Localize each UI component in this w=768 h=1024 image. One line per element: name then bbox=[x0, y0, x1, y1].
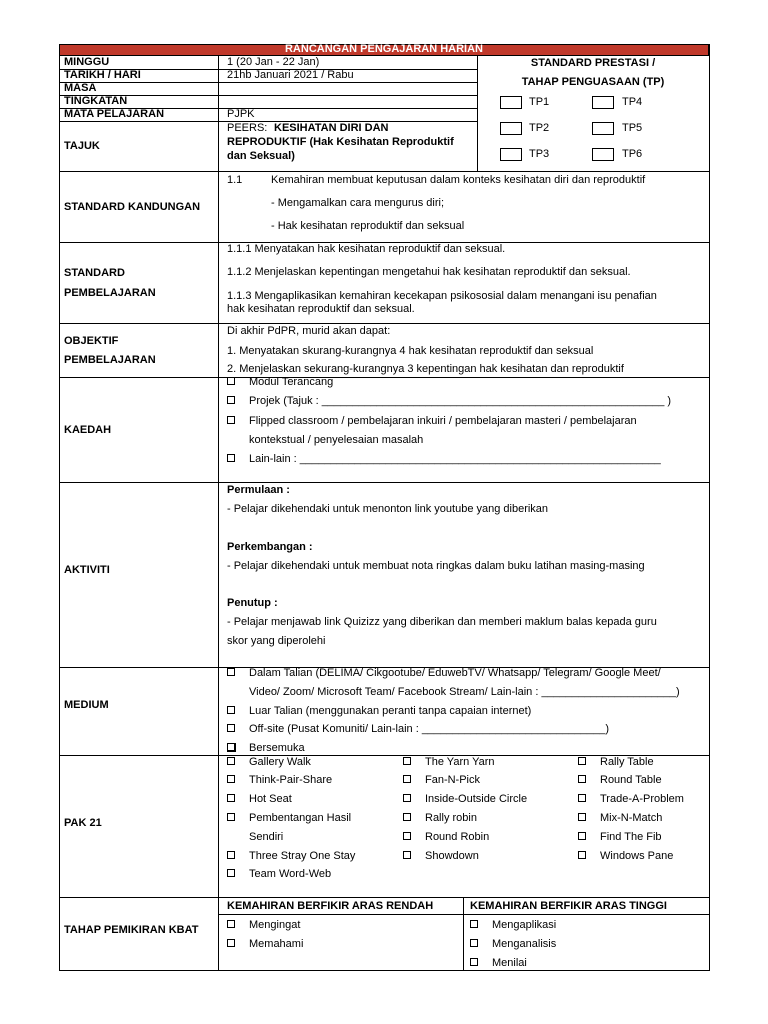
pak21-c3-2[interactable]: Round Table bbox=[578, 774, 662, 787]
checkbox-icon[interactable] bbox=[227, 939, 235, 947]
checkbox-icon[interactable] bbox=[403, 813, 411, 821]
permulaan-heading: Permulaan : bbox=[227, 484, 290, 496]
medium-item-2[interactable]: Luar Talian (menggunakan peranti tanpa capaian internet) bbox=[227, 705, 531, 718]
table-border-bottom bbox=[59, 970, 710, 971]
checkbox-icon[interactable] bbox=[403, 794, 411, 802]
checkbox-icon[interactable] bbox=[227, 813, 235, 821]
kbat-rendah-heading: KEMAHIRAN BERFIKIR ARAS RENDAH bbox=[227, 900, 434, 912]
checkbox-icon[interactable] bbox=[470, 958, 478, 966]
penutup-text-2: skor yang diperolehi bbox=[227, 635, 326, 647]
checkbox-icon[interactable] bbox=[227, 706, 235, 714]
permulaan-text: - Pelajar dikehendaki untuk menonton link youtube yang diberikan bbox=[227, 503, 549, 515]
kbat-tinggi-2[interactable]: Menganalisis bbox=[470, 938, 556, 951]
checkbox-icon[interactable] bbox=[403, 757, 411, 765]
masa-label: MASA bbox=[64, 82, 97, 94]
penutup-heading: Penutup : bbox=[227, 597, 278, 609]
kaedah-item-3-cont: kontekstual / penyelesaian masalah bbox=[249, 434, 424, 446]
pak21-c2-5[interactable]: Round Robin bbox=[403, 831, 489, 844]
table-border-right bbox=[709, 44, 710, 970]
tarikh-value: 21hb Januari 2021 / Rabu bbox=[227, 69, 354, 81]
objektif-item-2: 2. Menjelaskan sekurang-kurangnya 3 kepentingan hak kesihatan dan reproduktif bbox=[227, 363, 624, 375]
mata-pelajaran-value: PJPK bbox=[227, 108, 255, 120]
kbat-rendah-1[interactable]: Mengingat bbox=[227, 919, 300, 932]
checkbox-icon[interactable] bbox=[470, 920, 478, 928]
kbat-tinggi-heading: KEMAHIRAN BERFIKIR ARAS TINGGI bbox=[470, 900, 667, 912]
objektif-label-1: OBJEKTIF bbox=[64, 335, 119, 347]
checkbox-icon[interactable] bbox=[578, 775, 586, 783]
checkbox-icon[interactable] bbox=[227, 920, 235, 928]
pak21-c1-5[interactable]: Three Stray One Stay bbox=[227, 850, 355, 863]
tajuk-line-1: KESIHATAN DIRI DAN bbox=[274, 122, 389, 134]
aktiviti-label: AKTIVITI bbox=[64, 564, 110, 576]
pak21-c1-4[interactable]: Pembentangan Hasil bbox=[227, 812, 351, 825]
tp3-label: TP3 bbox=[529, 148, 550, 160]
prestasi-title-2: TAHAP PENGUASAAN (TP) bbox=[521, 76, 665, 88]
pak21-c2-6[interactable]: Showdown bbox=[403, 850, 479, 863]
tajuk-prefix: PEERS: bbox=[227, 122, 268, 134]
checkbox-icon[interactable] bbox=[227, 743, 236, 752]
checkbox-icon[interactable] bbox=[227, 396, 235, 404]
kaedah-item-4[interactable]: Lain-lain : ___________________________________________________________ bbox=[227, 453, 661, 466]
tp1-checkbox[interactable] bbox=[500, 96, 522, 109]
checkbox-icon[interactable] bbox=[578, 794, 586, 802]
pak21-c2-1[interactable]: The Yarn Yarn bbox=[403, 756, 495, 769]
sk-sub-1: - Mengamalkan cara mengurus diri; bbox=[271, 197, 445, 209]
sp-item-3: 1.1.3 Mengaplikasikan kemahiran kecekapan psikososial dalam menangani isu penafian bbox=[227, 290, 657, 302]
prestasi-title-1: STANDARD PRESTASI / bbox=[530, 57, 656, 69]
sp-item-2: 1.1.2 Menjelaskan kepentingan mengetahui hak kesihatan reproduktif dan seksual. bbox=[227, 266, 631, 278]
medium-item-4[interactable]: Bersemuka bbox=[227, 742, 305, 755]
sp-label-1: STANDARD bbox=[64, 267, 125, 279]
medium-item-3[interactable]: Off-site (Pusat Komuniti/ Lain-lain : ______________________________) bbox=[227, 723, 609, 736]
tp5-checkbox[interactable] bbox=[592, 122, 614, 135]
checkbox-icon[interactable] bbox=[227, 794, 235, 802]
sp-item-3-cont: hak kesihatan reproduktif dan seksual. bbox=[227, 303, 415, 315]
kaedah-item-3[interactable]: Flipped classroom / pembelajaran inkuiri / pembelajaran masteri / pembelajaran bbox=[227, 415, 637, 428]
checkbox-icon[interactable] bbox=[227, 416, 235, 424]
tp1-label: TP1 bbox=[529, 96, 550, 108]
checkbox-icon[interactable] bbox=[227, 869, 235, 877]
table-border-left bbox=[59, 44, 60, 970]
tp2-label: TP2 bbox=[529, 122, 550, 134]
pak21-c3-1[interactable]: Rally Table bbox=[578, 756, 654, 769]
checkbox-icon[interactable] bbox=[578, 813, 586, 821]
tajuk-label: TAJUK bbox=[64, 140, 100, 152]
medium-item-1-cont: Video/ Zoom/ Microsoft Team/ Facebook Stream/ Lain-lain : ______________________) bbox=[249, 686, 680, 698]
objektif-item-1: 1. Menyatakan skurang-kurangnya 4 hak kesihatan reproduktif dan seksual bbox=[227, 345, 594, 357]
checkbox-icon[interactable] bbox=[403, 851, 411, 859]
checkbox-icon[interactable] bbox=[227, 724, 235, 732]
sp-label-2: PEMBELAJARAN bbox=[64, 287, 156, 299]
checkbox-icon[interactable] bbox=[227, 775, 235, 783]
kbat-tinggi-3[interactable]: Menilai bbox=[470, 957, 527, 970]
sk-number: 1.1 bbox=[227, 174, 243, 186]
checkbox-icon[interactable] bbox=[403, 775, 411, 783]
pak21-c1-6[interactable]: Team Word-Web bbox=[227, 868, 331, 881]
kbat-rendah-2[interactable]: Memahami bbox=[227, 938, 303, 951]
checkbox-icon[interactable] bbox=[403, 832, 411, 840]
kbat-label: TAHAP PEMIKIRAN KBAT bbox=[64, 924, 199, 936]
tp2-checkbox[interactable] bbox=[500, 122, 522, 135]
sk-main: Kemahiran membuat keputusan dalam konteks kesihatan diri dan reproduktif bbox=[271, 174, 646, 186]
tingkatan-label: TINGKATAN bbox=[64, 95, 128, 107]
pak21-c3-5[interactable]: Find The Fib bbox=[578, 831, 662, 844]
checkbox-icon[interactable] bbox=[578, 832, 586, 840]
mata-pelajaran-label: MATA PELAJARAN bbox=[64, 108, 165, 120]
objektif-intro: Di akhir PdPR, murid akan dapat: bbox=[227, 325, 391, 337]
sk-sub-2: - Hak kesihatan reproduktif dan seksual bbox=[271, 220, 465, 232]
checkbox-icon[interactable] bbox=[578, 757, 586, 765]
pak21-c1-2[interactable]: Think-Pair-Share bbox=[227, 774, 332, 787]
kaedah-item-2[interactable]: Projek (Tajuk : ________________________________________________________ ) bbox=[227, 395, 671, 408]
standard-kandungan-label: STANDARD KANDUNGAN bbox=[64, 201, 201, 213]
minggu-label: MINGGU bbox=[64, 56, 110, 68]
pak21-c2-4[interactable]: Rally robin bbox=[403, 812, 477, 825]
label-divider bbox=[218, 56, 219, 970]
perkembangan-heading: Perkembangan : bbox=[227, 541, 313, 553]
tajuk-line-3: dan Seksual) bbox=[227, 150, 295, 162]
minggu-value: 1 (20 Jan - 22 Jan) bbox=[227, 56, 320, 68]
checkbox-icon[interactable] bbox=[227, 851, 235, 859]
perkembangan-text: - Pelajar dikehendaki untuk membuat nota ringkas dalam buku latihan masing-masing bbox=[227, 560, 645, 572]
kaedah-item-1[interactable]: Modul Terancang bbox=[227, 376, 333, 389]
prestasi-divider bbox=[477, 56, 478, 171]
tarikh-label: TARIKH / HARI bbox=[64, 69, 141, 81]
pak21-c1-1[interactable]: Gallery Walk bbox=[227, 756, 311, 769]
objektif-label-2: PEMBELAJARAN bbox=[64, 354, 156, 366]
pak21-c3-3[interactable]: Trade-A-Problem bbox=[578, 793, 684, 806]
pak21-c3-6[interactable]: Windows Pane bbox=[578, 850, 673, 863]
pak21-c1-4-cont: Sendiri bbox=[249, 831, 284, 843]
tp4-checkbox[interactable] bbox=[592, 96, 614, 109]
pak21-c3-4[interactable]: Mix-N-Match bbox=[578, 812, 662, 825]
medium-item-1[interactable]: Dalam Talian (DELIMA/ Cikgootube/ EduwebTV/ Whatsapp/ Telegram/ Google Meet/ bbox=[227, 667, 661, 680]
tp4-label: TP4 bbox=[622, 96, 643, 108]
medium-label: MEDIUM bbox=[64, 699, 109, 711]
tp3-checkbox[interactable] bbox=[500, 148, 522, 161]
sp-item-1: 1.1.1 Menyatakan hak kesihatan reproduktif dan seksual. bbox=[227, 243, 506, 255]
checkbox-icon[interactable] bbox=[227, 757, 235, 765]
tp5-label: TP5 bbox=[622, 122, 643, 134]
tp6-label: TP6 bbox=[622, 148, 643, 160]
tp6-checkbox[interactable] bbox=[592, 148, 614, 161]
kbat-tinggi-1[interactable]: Mengaplikasi bbox=[470, 919, 556, 932]
checkbox-icon[interactable] bbox=[470, 939, 478, 947]
pak21-c2-2[interactable]: Fan-N-Pick bbox=[403, 774, 480, 787]
checkbox-icon[interactable] bbox=[227, 377, 235, 385]
pak21-c1-3[interactable]: Hot Seat bbox=[227, 793, 292, 806]
kaedah-label: KAEDAH bbox=[64, 424, 112, 436]
checkbox-icon[interactable] bbox=[227, 668, 235, 676]
checkbox-icon[interactable] bbox=[227, 454, 235, 462]
tajuk-line-2: REPRODUKTIF (Hak Kesihatan Reproduktif bbox=[227, 136, 454, 148]
pak21-label: PAK 21 bbox=[64, 817, 102, 829]
pak21-c2-3[interactable]: Inside-Outside Circle bbox=[403, 793, 527, 806]
checkbox-icon[interactable] bbox=[578, 851, 586, 859]
penutup-text-1: - Pelajar menjawab link Quizizz yang diberikan dan memberi maklum balas kepada guru bbox=[227, 616, 657, 628]
page-title: RANCANGAN PENGAJARAN HARIAN bbox=[284, 43, 483, 55]
